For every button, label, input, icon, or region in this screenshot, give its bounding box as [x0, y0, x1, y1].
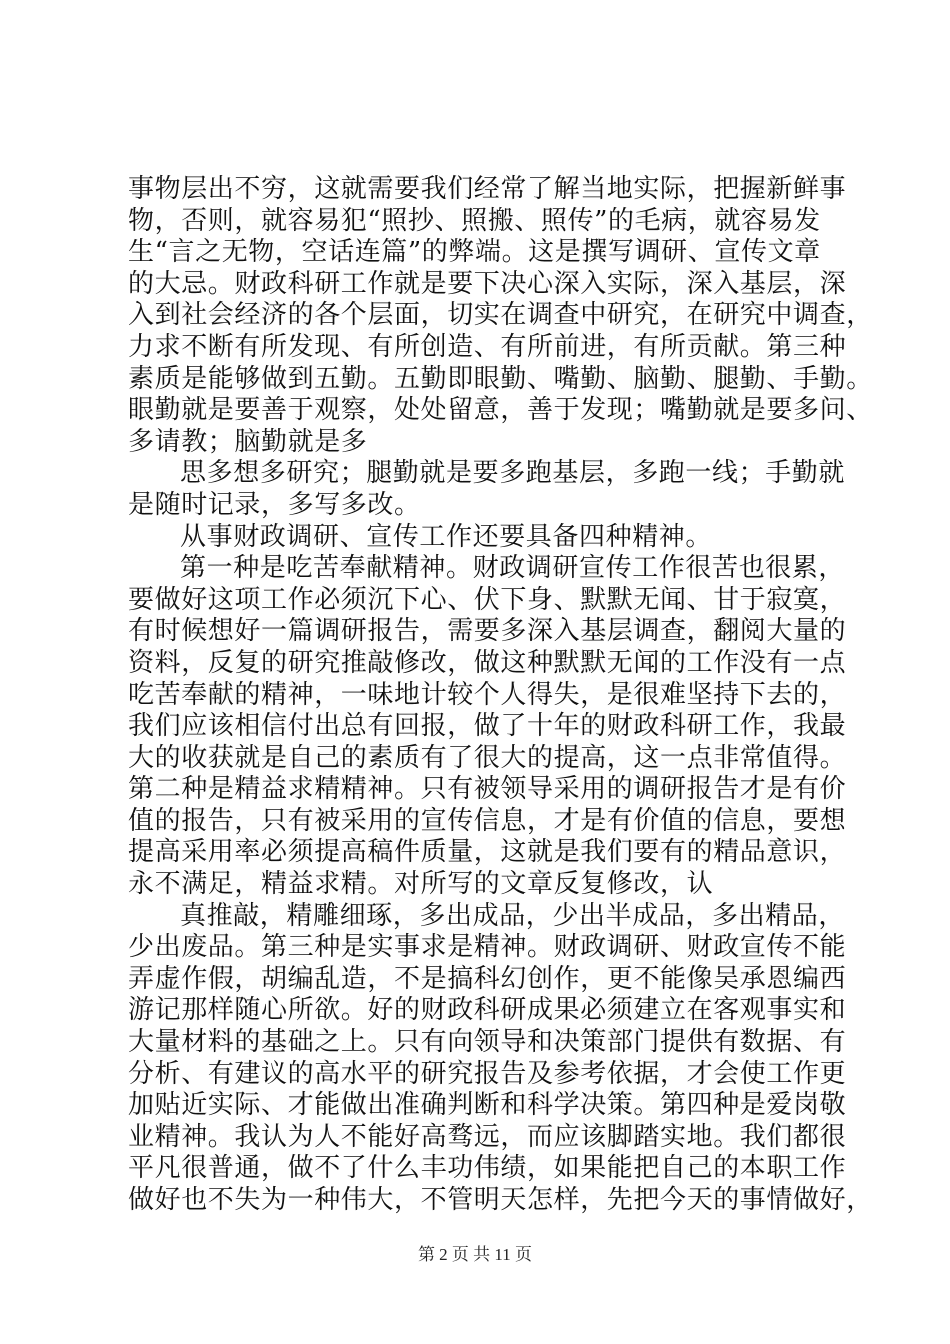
text-line: 游记那样随心所欲。好的财政科研成果必须建立在客观事实和 [128, 995, 847, 1026]
text-line: 资料，反复的研究推敲修改，做这种默默无闻的工作没有一点 [128, 647, 847, 678]
text-line: 生“言之无物，空话连篇”的弊端。这是撰写调研、宣传文章 [128, 237, 821, 268]
text-line: 提高采用率必须提高稿件质量，这就是我们要有的精品意识， [128, 837, 847, 868]
text-line: 入到社会经济的各个层面，切实在调查中研究，在研究中调查， [128, 300, 873, 331]
text-line: 多请教；脑勤就是多 [128, 426, 368, 457]
text-line: 真推敲，精雕细琢，多出成品，少出半成品，多出精品， [180, 900, 846, 931]
text-line: 加贴近实际、才能做出准确判断和科学决策。第四种是爱岗敬 [128, 1090, 847, 1121]
text-line: 值的报告，只有被采用的宣传信息，才是有价值的信息，要想 [128, 805, 847, 836]
text-line: 平凡很普通，做不了什么丰功伟绩，如果能把自己的本职工作 [128, 1153, 847, 1184]
text-line: 素质是能够做到五勤。五勤即眼勤、嘴勤、脑勤、腿勤、手勤。 [128, 363, 873, 394]
text-line: 第二种是精益求精精神。只有被领导采用的调研报告才是有价 [128, 774, 847, 805]
text-line: 大的收获就是自己的素质有了很大的提高，这一点非常值得。 [128, 742, 847, 773]
text-line: 力求不断有所发现、有所创造、有所前进，有所贡献。第三种 [128, 331, 847, 362]
text-line: 眼勤就是要善于观察，处处留意，善于发现；嘴勤就是要多问、 [128, 395, 873, 426]
text-line: 第一种是吃苦奉献精神。财政调研宣传工作很苦也很累， [180, 553, 846, 584]
text-line: 吃苦奉献的精神，一味地计较个人得失，是很难坚持下去的， [128, 679, 847, 710]
text-line: 永不满足，精益求精。对所写的文章反复修改，认 [128, 869, 714, 900]
text-line: 事物层出不穷，这就需要我们经常了解当地实际，把握新鲜事 [128, 174, 847, 204]
text-line: 业精神。我认为人不能好高骛远，而应该脚踏实地。我们都很 [128, 1121, 847, 1152]
text-line: 我们应该相信付出总有回报，做了十年的财政科研工作，我最 [128, 711, 847, 742]
text-line: 物，否则，就容易犯“照抄、照搬、照传”的毛病，就容易发 [128, 205, 821, 236]
text-line: 弄虚作假，胡编乱造，不是搞科幻创作，更不能像吴承恩编西 [128, 963, 847, 994]
page-footer: 第 2 页 共 11 页 [417, 1245, 533, 1264]
text-line: 少出废品。第三种是实事求是精神。财政调研、财政宣传不能 [128, 932, 847, 963]
body-text [128, 174, 873, 1217]
text-line: 分析、有建议的高水平的研究报告及参考依据，才会使工作更 [128, 1058, 847, 1089]
text-line: 大量材料的基础之上。只有向领导和决策部门提供有数据、有 [128, 1027, 847, 1058]
text-line: 的大忌。财政科研工作就是要下决心深入实际，深入基层，深 [128, 268, 847, 299]
text-line: 要做好这项工作必须沉下心、伏下身、默默无闻、甘于寂寞， [128, 584, 847, 615]
text-line: 是随时记录，多写多改。 [128, 489, 421, 520]
text-line: 从事财政调研、宣传工作还要具备四种精神。 [180, 521, 713, 552]
text-line: 思多想多研究；腿勤就是要多跑基层，多跑一线；手勤就 [180, 458, 846, 489]
text-line: 有时候想好一篇调研报告，需要多深入基层调查，翻阅大量的 [128, 616, 847, 647]
text-line: 做好也不失为一种伟大，不管明天怎样，先把今天的事情做好， [128, 1185, 873, 1215]
